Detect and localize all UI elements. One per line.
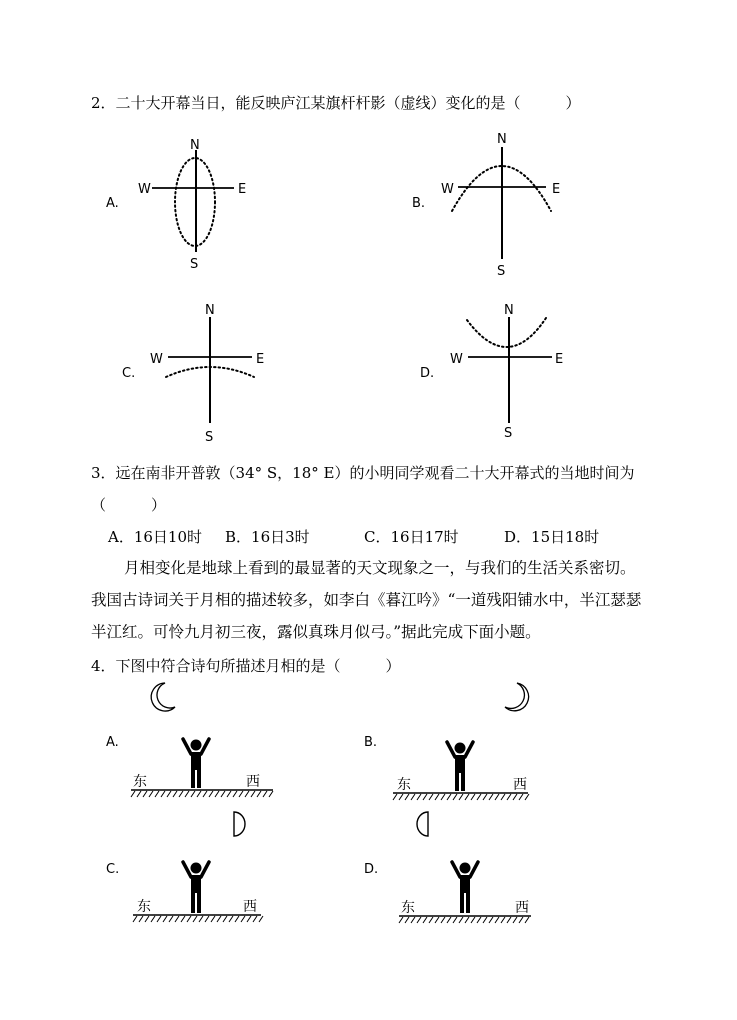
intro-line-3: 半江红。可怜九月初三夜，露似真珠月似弓。”据此完成下面小题。	[91, 623, 541, 641]
south-label: S	[205, 430, 214, 445]
intro-line-1: 月相变化是地球上看到的最显著的天文现象之一，与我们的生活关系密切。	[124, 559, 636, 577]
north-label: N	[205, 303, 215, 318]
east-label: 东	[401, 900, 415, 916]
ground-hatching	[399, 917, 529, 923]
q4-diagram-d	[385, 805, 555, 935]
west-label: W	[441, 182, 454, 197]
west-label: 西	[513, 777, 527, 793]
q2-diagram-b	[430, 125, 570, 285]
east-label: E	[552, 182, 561, 197]
east-label: 东	[137, 899, 151, 915]
west-label: W	[450, 352, 463, 367]
west-label: W	[150, 352, 163, 367]
half-moon-icon	[234, 812, 245, 836]
person-arms-raised-icon	[447, 742, 473, 791]
q4-option-d-label[interactable]: D.	[364, 862, 379, 877]
half-moon-icon	[417, 812, 428, 836]
ground-hatching	[133, 916, 263, 922]
q2-stem: 2．二十大开幕当日，能反映庐江某旗杆杆影（虚线）变化的是（ ）	[91, 94, 581, 112]
north-label: N	[497, 132, 507, 147]
shadow-trace-dotted	[467, 318, 546, 347]
q2-option-c-label[interactable]: C.	[122, 366, 136, 381]
q2-diagram-d	[440, 295, 580, 455]
ground-hatching	[131, 791, 273, 797]
q3-stem: 3．远在南非开普敦（34° S，18° E）的小明同学观看二十大开幕式的当地时间为	[91, 464, 635, 482]
west-label: 西	[243, 899, 257, 915]
q4-diagram-b	[385, 675, 555, 805]
intro-line-2: 我国古诗词关于月相的描述较多，如李白《暮江吟》“一道残阳铺水中，半江瑟瑟	[91, 591, 642, 609]
q3-option-a[interactable]: A．16日10时	[108, 528, 203, 546]
west-label: 西	[515, 900, 529, 916]
person-arms-raised-icon	[452, 862, 478, 913]
crescent-moon-icon	[505, 683, 529, 711]
east-label: 东	[133, 774, 147, 790]
south-label: S	[504, 426, 513, 441]
person-arms-raised-icon	[183, 739, 209, 788]
q3-option-c[interactable]: C．16日17时	[364, 528, 459, 546]
q4-stem: 4．下图中符合诗句所描述月相的是（ ）	[91, 657, 401, 675]
person-arms-raised-icon	[183, 862, 209, 913]
q2-option-b-label[interactable]: B.	[412, 196, 426, 211]
south-label: S	[497, 264, 506, 279]
q4-option-a-label[interactable]: A.	[106, 735, 119, 750]
q4-option-c-label[interactable]: C.	[106, 862, 120, 877]
south-label: S	[190, 257, 199, 272]
west-label: 西	[246, 774, 260, 790]
east-label: E	[555, 352, 564, 367]
q3-option-d[interactable]: D．15日18时	[504, 528, 600, 546]
north-label: N	[504, 303, 514, 318]
north-label: N	[190, 138, 200, 153]
q4-diagram-c	[125, 805, 295, 935]
east-label: E	[256, 352, 265, 367]
q3-option-b[interactable]: B．16日3时	[225, 528, 310, 546]
q2-option-d-label[interactable]: D.	[420, 366, 435, 381]
west-label: W	[138, 182, 151, 197]
q2-option-a-label[interactable]: A.	[106, 196, 119, 211]
crescent-moon-icon	[151, 683, 175, 711]
q3-blank: （ ）	[91, 496, 167, 514]
q2-diagram-a	[130, 130, 270, 280]
q4-option-b-label[interactable]: B.	[364, 735, 378, 750]
q4-diagram-a	[125, 675, 295, 805]
q2-diagram-c	[140, 295, 280, 455]
ground-hatching	[393, 794, 529, 800]
east-label: E	[238, 182, 247, 197]
east-label: 东	[397, 777, 411, 793]
